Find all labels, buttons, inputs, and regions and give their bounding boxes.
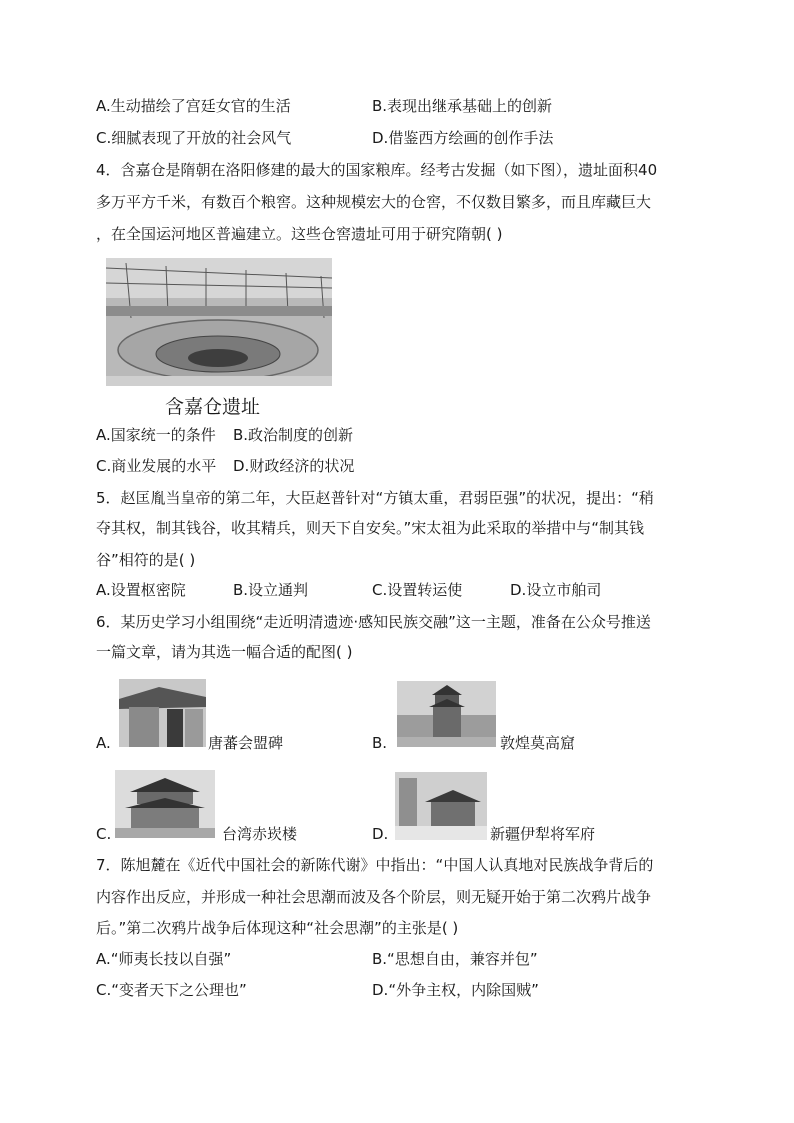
q6-option-b-letter: B.: [372, 734, 388, 752]
hanjia-granary-photo: [106, 258, 332, 386]
q4-stem-line3: ，在全国运河地区普遍建立。这些仓窖遗址可用于研究隋朝( ): [96, 225, 503, 243]
q3-option-a: A.生动描绘了宫廷女官的生活: [96, 97, 291, 115]
q7-stem-line2: 内容作出反应，并形成一种社会思潮而波及各个阶层，则无疑开始于第二次鸦片战争: [96, 888, 652, 906]
q5-option-a: A.设置枢密院: [96, 581, 186, 599]
q6-stem-line1: 6．某历史学习小组围绕“走近明清遗迹·感知民族交融”这一主题，准备在公众号推送: [96, 613, 651, 631]
q4-option-a: A.国家统一的条件: [96, 426, 216, 444]
q6-option-b-label: 敦煌莫高窟: [500, 734, 576, 752]
q4-option-b: B.政治制度的创新: [233, 426, 354, 444]
q7-option-b: B.“思想自由，兼容并包”: [372, 950, 538, 968]
q4-stem-line1: 4．含嘉仓是隋朝在洛阳修建的最大的国家粮库。经考古发掘（如下图），遗址面积40: [96, 161, 658, 179]
q5-option-d: D.设立市舶司: [510, 581, 602, 599]
q4-option-c: C.商业发展的水平: [96, 457, 217, 475]
hanjia-granary-caption: 含嘉仓遗址: [165, 396, 261, 418]
q7-option-a: A.“师夷长技以自强”: [96, 950, 232, 968]
dunhuang-mogao-photo: [397, 681, 496, 747]
q7-option-c: C.“变者天下之公理也”: [96, 981, 247, 999]
q5-stem-line3: 谷”相符的是( ): [96, 551, 196, 569]
q6-option-d-letter: D.: [372, 825, 389, 843]
q4-stem-line2: 多万平方千米，有数百个粮窖。这种规模宏大的仓窖，不仅数目繁多，而且库藏巨大: [96, 193, 652, 211]
q3-option-b: B.表现出继承基础上的创新: [372, 97, 553, 115]
taiwan-chikan-tower-photo: [115, 770, 215, 838]
q7-stem-line3: 后。”第二次鸦片战争后体现这种“社会思潮”的主张是( ): [96, 919, 459, 937]
q5-stem-line1: 5．赵匡胤当皇帝的第二年，大臣赵普针对“方镇太重，君弱臣强”的状况，提出：“稍: [96, 489, 654, 507]
q5-stem-line2: 夺其权，制其钱谷，收其精兵，则天下自安矣。”宋太祖为此采取的举措中与“制其钱: [96, 519, 645, 537]
q7-option-d: D.“外争主权，内除国贼”: [372, 981, 539, 999]
yili-general-mansion-photo: [395, 772, 487, 840]
q6-option-c-label: 台湾赤崁楼: [222, 825, 298, 843]
q6-option-d-label: 新疆伊犁将军府: [490, 825, 596, 843]
q6-option-c-letter: C.: [96, 825, 112, 843]
q7-stem-line1: 7．陈旭麓在《近代中国社会的新陈代谢》中指出：“中国人认真地对民族战争背后的: [96, 856, 654, 874]
tang-tibet-stele-photo: [119, 679, 206, 747]
q6-stem-line2: 一篇文章，请为其选一幅合适的配图( ): [96, 643, 353, 661]
q6-option-a-label: 唐蕃会盟碑: [208, 734, 284, 752]
q5-option-c: C.设置转运使: [372, 581, 463, 599]
q3-option-d: D.借鉴西方绘画的创作手法: [372, 129, 554, 147]
q5-option-b: B.设立通判: [233, 581, 309, 599]
q6-option-a-letter: A.: [96, 734, 111, 752]
q3-option-c: C.细腻表现了开放的社会风气: [96, 129, 292, 147]
q4-option-d: D.财政经济的状况: [233, 457, 355, 475]
